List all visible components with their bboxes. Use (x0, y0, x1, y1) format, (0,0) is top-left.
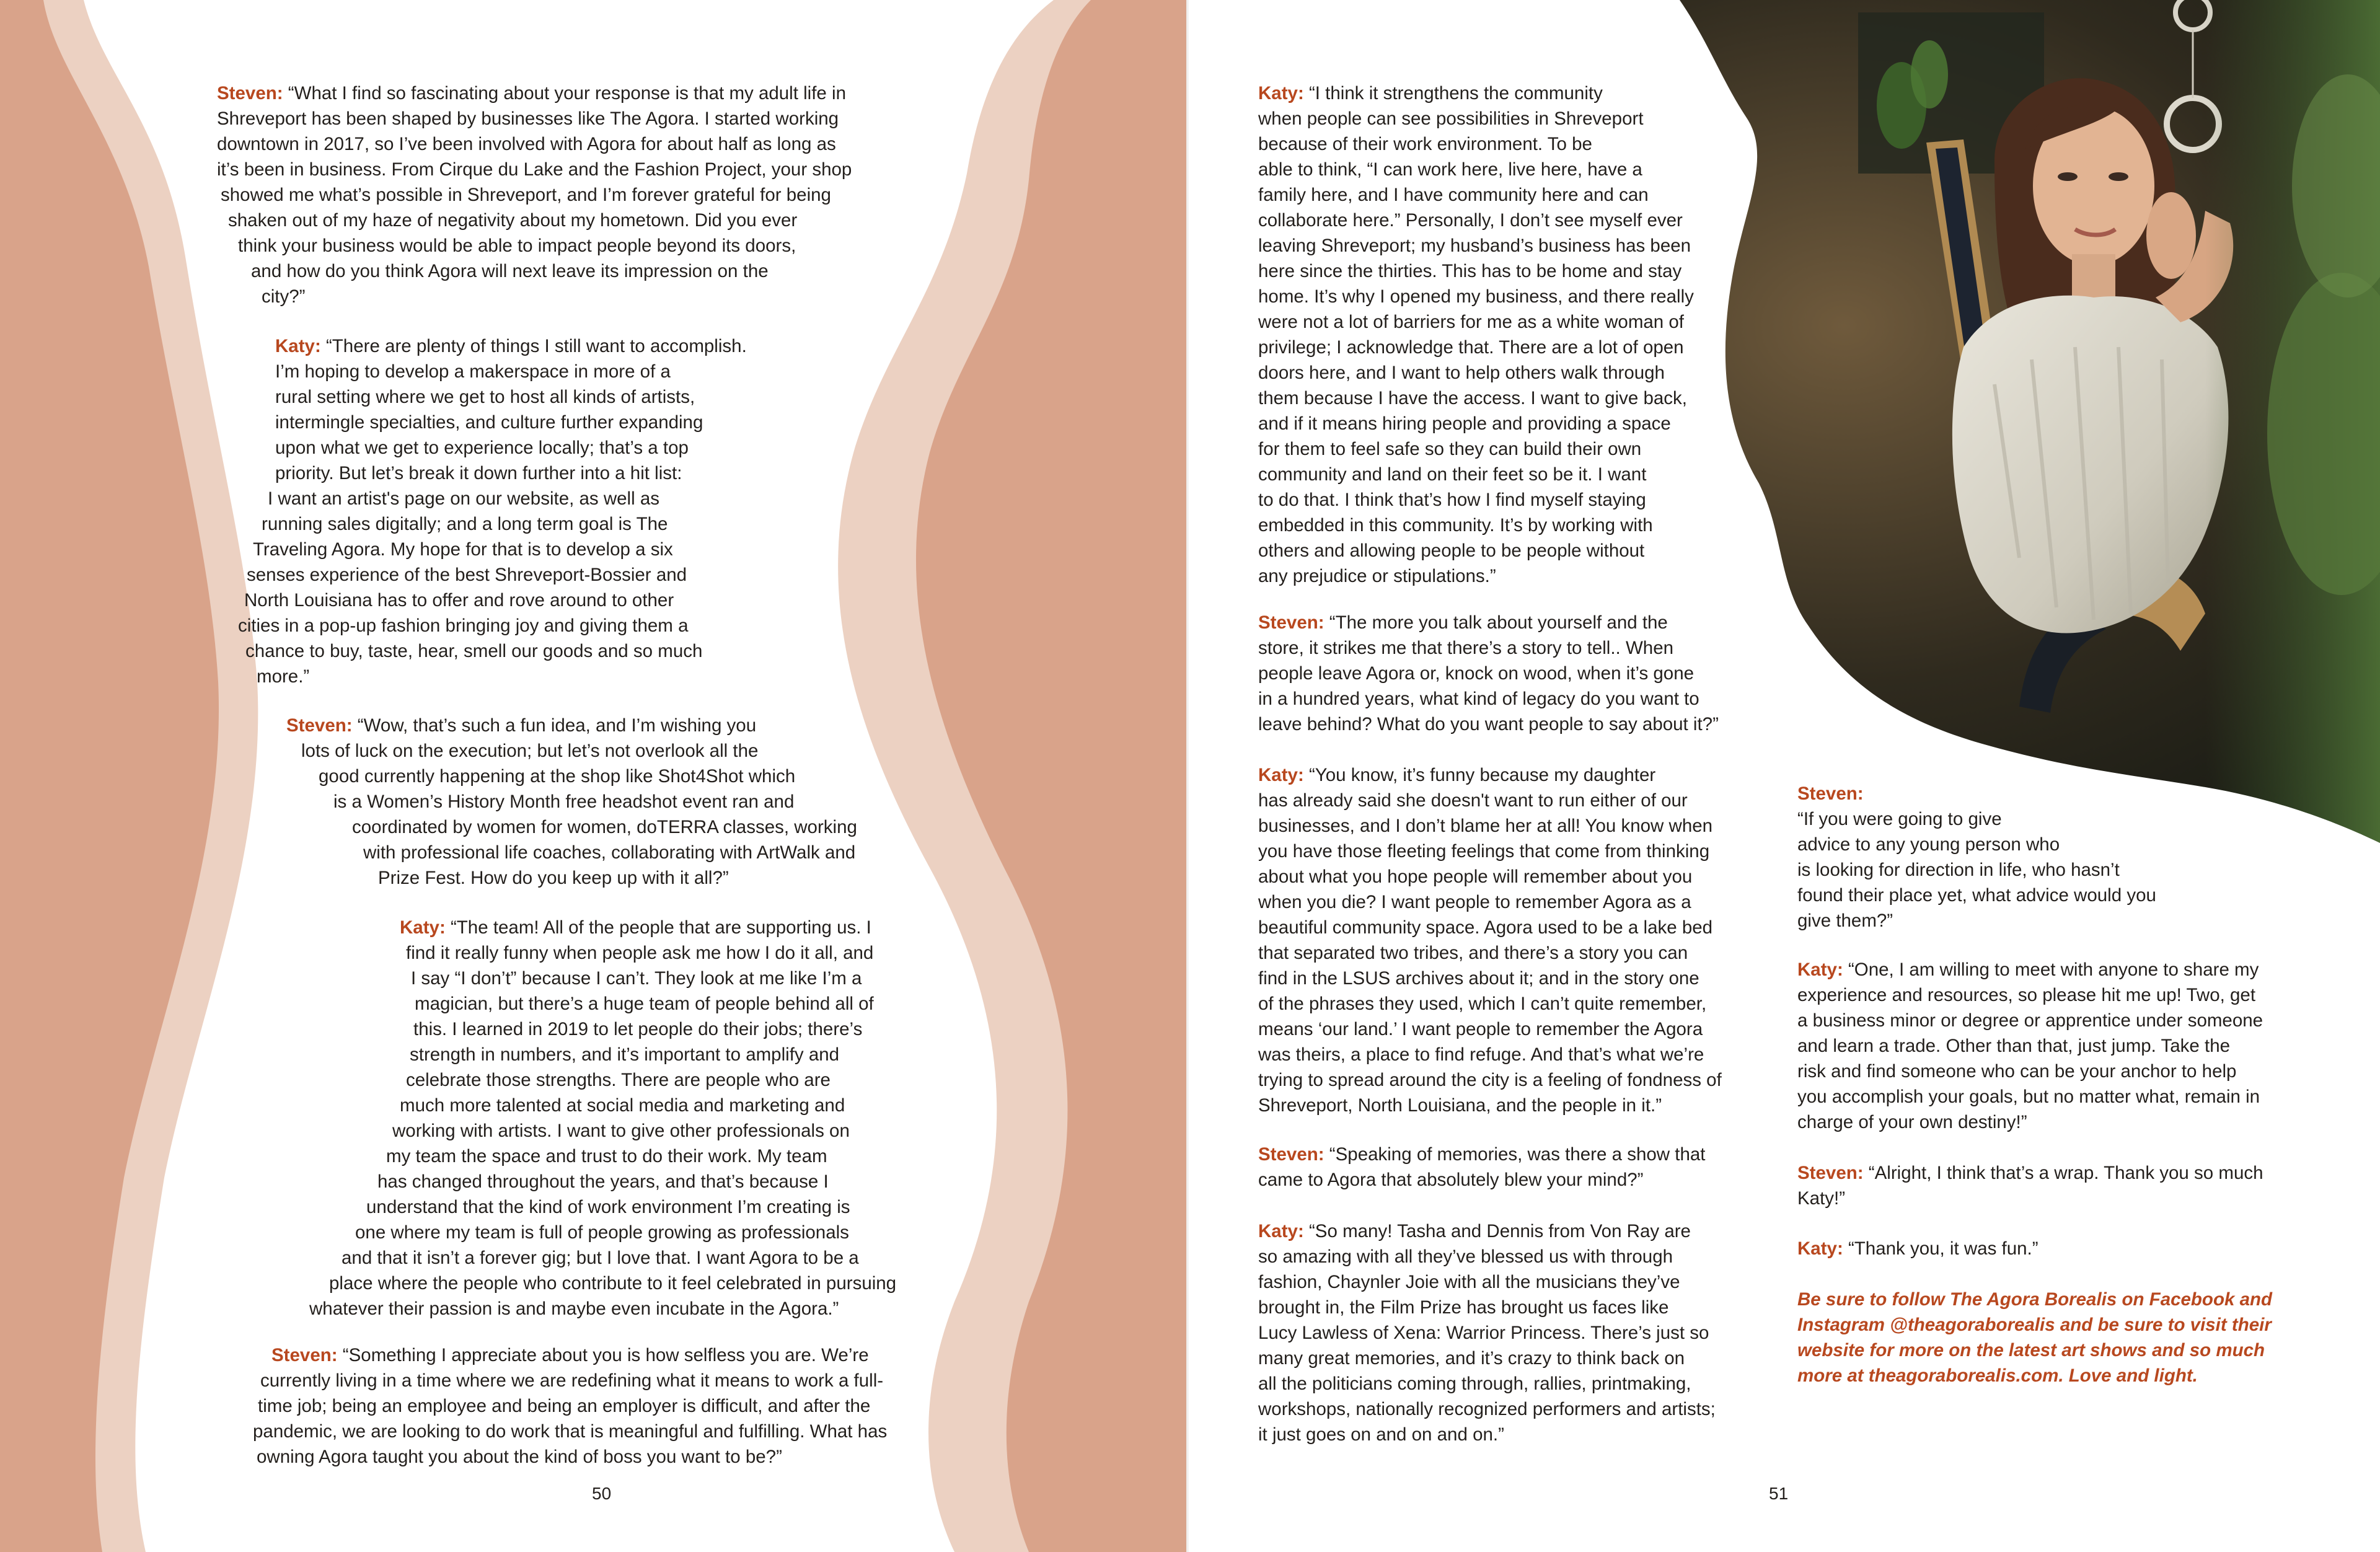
speaker-label: Steven: (1258, 1144, 1324, 1165)
speaker-label: Steven: (217, 83, 283, 104)
paragraph-steven-4: Steven: “The more you talk about yourself and the store, it strikes me that there’s a story to tell.. When people leave Agora or, knock on wood, when it’s gone in a hundred years, what kind of legacy do you want to leave behind? What do you want people to say about it?” (1258, 612, 1719, 734)
paragraph-steven-6: Steven: “If you were going to give advice to any young person who is looking for direction in life, who hasn’t found their place yet, what advice would you give them?” (1797, 781, 2156, 933)
sign-off: Love and light. (2068, 1365, 2198, 1386)
left-page (0, 0, 1189, 1552)
page-number: 51 (1769, 1484, 1789, 1503)
speaker-label: Steven: (271, 1345, 338, 1365)
paragraph-katy-4: Katy: “You know, it’s funny because my daughter has already said she doesn't want to run either of our businesses, and I don’t blame her at all! You know when you have those fleeting feelings that come from thinking about what you hope people will remember about you when you die? I want people to remember Agora as a beautiful community space. Agora used to be a lake bed that separated two tribes, and there’s a story you can find in the LSUS archives about it; and in the story one of the phrases they used, which I can’t quite remember, means ‘our land.’ I want people to remember the Agora was theirs, a place to find refuge. And that’s what we’re trying to spread around the city is a feeling of fondness of Shreveport, North Louisiana, and the people in it.” (1258, 765, 1722, 1116)
paragraph-katy-5: Katy: “So many! Tasha and Dennis from Von Ray are so amazing with all they’ve blessed us with through fashion, Chaynler Joie with all the musicians they’ve brought in, the Film Prize has brought us faces like Lucy Lawless of Xena: Warrior Princess. There’s just so many great memories, and it’s crazy to think back on all the politicians coming through, rallies, printmaking, workshops, nationally recognized performers and artists; it just goes on and on and on.” (1258, 1221, 1716, 1445)
speaker-label: Katy: (1258, 1221, 1304, 1241)
speaker-label: Katy: (1797, 959, 1843, 980)
speaker-label: Steven: (1797, 1163, 1864, 1183)
closing-note: Be sure to follow The Agora Borealis on Facebook and Instagram @theagoraborealis and be sure to visit their website for more on the latest art shows and so much more at theagoraborealis.com. Love and light. (1797, 1289, 2273, 1386)
speaker-label: Steven: (1258, 612, 1324, 633)
speaker-label: Katy: (275, 336, 321, 356)
right-page (1189, 0, 2380, 1552)
paragraph-katy-3: Katy: “I think it strengthens the community when people can see possibilities in Shreveport because of their work environment. To be able to think, “I can work here, live here, have a family here, and I have community here and can collaborate here.” Personally, I don’t see myself ever leaving Shreveport; my husband’s business has been here since the thirties. This has to be home and stay home. It’s why I opened my business, and there really were not a lot of barriers for me as a white woman of privilege; I acknowledge that. There are a lot of open doors here, and I want to help others walk through them because I have the access. I want to give back, and if it means hiring people and providing a space for them to feel safe so they can build their own community and land on their feet so be it. I want to do that. I think that’s how I find myself staying embedded in this community. It’s by working with others and allowing people to be people without any prejudice or stipulations.” (1258, 83, 1694, 586)
paragraph-steven-1: Steven: “What I find so fascinating about your response is that my adult life in Shreveport has been shaped by businesses like The Agora. I started working downtown in 2017, so I’ve been involved with Agora for about half as long as it’s been in business. From Cirque du Lake and the Fashion Project, your shop showed me what’s possible in Shreveport, and I’m forever grateful for being shaken out of my haze of negativity about my hometown. Did you ever think your business would be able to impact people beyond its doors, and how do you think Agora will next leave its impression on the city?” (217, 83, 852, 307)
speaker-label: Katy: (400, 917, 446, 938)
paragraph-steven-5: Steven: “Speaking of memories, was there a show that came to Agora that absolutely blew your mind?” (1258, 1144, 1706, 1190)
speaker-label: Katy: (1258, 765, 1304, 785)
speaker-label: Katy: (1797, 1238, 1843, 1259)
paragraph-katy-2: Katy: “The team! All of the people that are supporting us. I find it really funny when people ask me how I do it all, and I say “I don’t” because I can’t. They look at me like I’m a magician, but there’s a huge team of people behind all of this. I learned in 2019 to let people do their jobs; there’s strength in numbers, and it’s important to amplify and celebrate those strengths. There are people who are much more talented at social media and marketing and working with artists. I want to give other professionals on my team the space and trust to do their work. My team has changed throughout the years, and that’s because I understand that the kind of work environment I’m creating is one where my team is full of people growing as professionals and that it isn’t a forever gig; but I love that. I want Agora to be a place where the people who contribute to it feel celebrated in pursuing whatever their passion is and maybe even incubate in the Agora.” (309, 917, 897, 1319)
paragraph-steven-2: Steven: “Wow, that’s such a fun idea, and I’m wishing you lots of luck on the execution; but let’s not overlook all the good currently happening at the shop like Shot4Shot which is a Women’s History Month free headshot event ran and coordinated by women for women, doTERRA classes, working with professional life coaches, collaborating with ArtWalk and Prize Fest. How do you keep up with it all?” (286, 715, 857, 888)
page-number: 50 (592, 1484, 612, 1503)
paragraph-katy-1: Katy: “There are plenty of things I still want to accomplish. I’m hoping to develop a makerspace in more of a rural setting where we get to host all kinds of artists, intermingle specialties, and culture further expanding upon what we get to experience locally; that’s a top priority. But let’s break it down further into a hit list: I want an artist's page on our website, as well as running sales digitally; and a long term goal is The Traveling Agora. My hope for that is to develop a six senses experience of the best Shreveport-Bossier and North Louisiana has to offer and rove around to other cities in a pop-up fashion bringing joy and giving them a chance to buy, taste, hear, smell our goods and so much more.” (238, 336, 747, 687)
speaker-label: Steven: (1797, 783, 1864, 804)
speaker-label: Katy: (1258, 83, 1304, 104)
hand (2146, 192, 2196, 279)
paragraph-katy-7: Katy: “Thank you, it was fun.” (1797, 1238, 2038, 1259)
speaker-label: Steven: (286, 715, 353, 736)
paragraph-steven-3: Steven: “Something I appreciate about you is how selfless you are. We’re currently living in a time where we are redefining what it means to work a full- time job; being an employee and being an employer is difficult, and after the pandemic, we are looking to do work that is meaningful and fulfilling. What has owning Agora taught you about the kind of boss you want to be?” (253, 1345, 888, 1467)
paragraph-katy-6: Katy: “One, I am willing to meet with anyone to share my experience and resources, so please hit me up! Two, get a business minor or degree or apprentice under someone and learn a trade. Other than that, just jump. Take the risk and find someone who can be your anchor to help you accomplish your goals, but no matter what, remain in charge of your own destiny!” (1797, 959, 2263, 1132)
paragraph-steven-7: Steven: “Alright, I think that’s a wrap. Thank you so much Katy!” (1797, 1163, 2263, 1209)
